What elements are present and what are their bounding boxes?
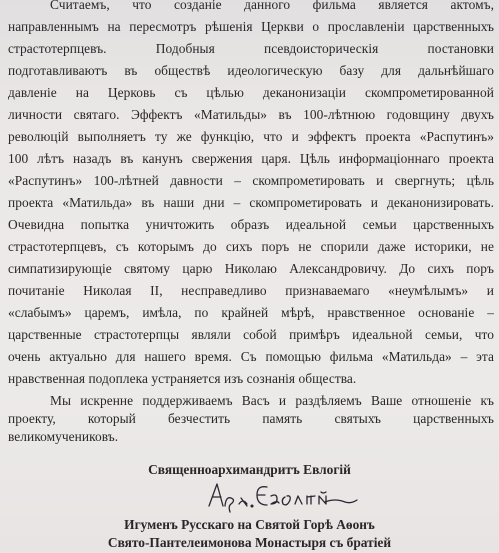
paragraph-line: почитаніе Николая II, несправедливо признаваемаго «неумѣлымъ» и (8, 283, 494, 298)
paragraph-line: проекту, который безчестить память святыхъ царственныхъ (8, 411, 494, 426)
paragraph-line: Считаемъ, что созданіе данного фильма является актомъ, (50, 0, 494, 12)
signatory-title-line-2: Свято-Пантелеимонова Монастыря съ братіей (107, 535, 392, 550)
paragraph-line: очень актуально для нашего время. Съ помощью фильма «Матильда» – эта (8, 349, 494, 364)
paragraph-line: «Распутинъ» 100-лѣтней давности – скомпрометировать и свергнуть; цѣль (8, 173, 494, 188)
paragraph-line: Мы искренне поддерживаемъ Васъ и раздѣляемъ Ваше отношеніе къ (50, 393, 494, 408)
paragraph-line: проекта «Матильда» въ наши дни – скомпрометировать и деканонизировать. (8, 195, 494, 210)
paragraph-line: великомучениковъ. (8, 429, 119, 444)
paragraph-line: 100 лѣтъ назадъ въ канунъ свержения царя. Цѣль информаціоннаго проекта (8, 151, 494, 166)
paragraph-line: царственные страстотерпцы являли собой примѣръ идеальной семьи, что (8, 327, 494, 342)
paragraph-line: революцій выполняетъ ту же функцію, что и эффектъ проекта «Распутинъ» (8, 129, 494, 144)
paragraph-line: подготавливаютъ въ обществѣ идеологическую базу для дальнѣйшаго (8, 63, 494, 78)
handwritten-signature (205, 476, 365, 516)
paragraph-line: личности святаго. Эффектъ «Матильды» въ 100-лѣтнюю годовщину двухъ (8, 107, 494, 122)
paragraph-line: нравственная подоплека устраняется изъ сознанія общества. (8, 371, 357, 386)
signatory-name: Священноархимандритъ Евлогій (148, 462, 351, 477)
paragraph-line: «слабымъ» царемъ, имѣла, по крайней мѣрѣ, нравственное основаніе – (8, 305, 494, 320)
paragraph-line: симпатизирующіе святому царю Николаю Александровичу. До сихъ поръ (8, 261, 494, 276)
paragraph-line: страстотерпцевъ, съ которымъ до сихъ поръ не спорили даже историки, не (8, 239, 494, 254)
signatory-title-line-1: Игуменъ Русскаго на Святой Горѣ Аѳонъ (124, 517, 375, 532)
paragraph-line: страстотерпцевъ. Подобныя псевдоисторическія постановки (8, 41, 494, 56)
paragraph-line: направленнымъ на пересмотръ рѣшенія Церкви о прославленіи царственныхъ (8, 19, 494, 34)
paragraph-line: давленіе на Церковь съ цѣлью деканонизаціи скомпрометированной (8, 85, 494, 100)
paragraph-line: Очевидна попытка уничтожить образъ идеальной семьи царственныхъ (8, 217, 494, 232)
